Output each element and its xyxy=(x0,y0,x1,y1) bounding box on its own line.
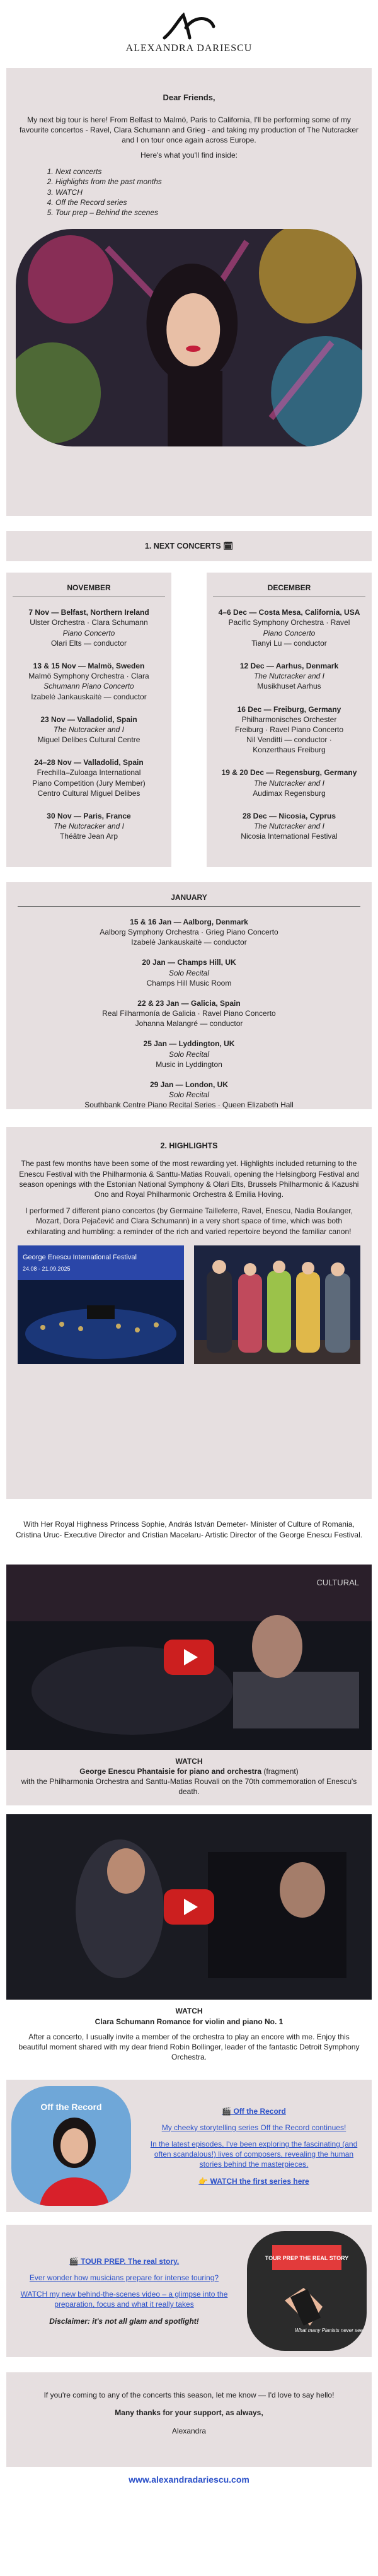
event-date: 25 Jan — Lyddington, UK xyxy=(143,1039,235,1049)
event-line: The Nutcracker and I xyxy=(253,672,325,681)
month-title: NOVEMBER xyxy=(13,583,165,597)
event-line: Schumann Piano Concerto xyxy=(43,682,134,691)
highlights-paragraph: The past few months have been some of the most rewarding yet. Highlights included returning to the Enescu Festival with the Philharmonia & Santtu-Matias Rouvali, opening the Helsingborg Festival and season openings with the Estonian National Symphony & Olari Elts, Brussels Philharmonic & Kazushi Ono and Royal Philharmonic Orchestra & Emilia Hoving. xyxy=(19,1159,359,1199)
event-line: Ulster Orchestra · Clara Schumann xyxy=(30,618,148,627)
photo-caption: With Her Royal Highness Princess Sophie, András István Demeter- Minister of Culture of Romania, Cristina Uruc- Executive Director and Cristian Macelaru- Artistic Director of the George Enescu Festival. xyxy=(15,1520,363,1539)
event-date: 7 Nov — Belfast, Northern Ireland xyxy=(28,608,149,617)
festival-banner-text: George Enescu International Festival xyxy=(23,1253,137,1261)
tour-prep-disclaimer: Disclaimer: it's not all glam and spotlight! xyxy=(49,2316,199,2326)
event-line: The Nutcracker and I xyxy=(53,725,125,734)
concerts-heading: 1. NEXT CONCERTS 🗓 xyxy=(6,531,372,561)
highlights-paragraph: I performed 7 different piano concertos (by Germaine Tailleferre, Ravel, Enescu, Nadia Boulanger, Mozart, Dora Pejačević and Clara Schumann) in a very short space of time, which was both exhilarating and humbling: a reminder of the rich and varied repertoire beyond the familiar canon! xyxy=(25,1206,353,1236)
event-date: 24–28 Nov — Valladolid, Spain xyxy=(34,758,144,767)
toc-item[interactable]: 2. Highlights from the past months xyxy=(55,177,359,187)
december-column xyxy=(207,573,372,867)
event-line: Music in Lyddington xyxy=(156,1059,222,1069)
event-date: 19 & 20 Dec — Regensburg, Germany xyxy=(221,768,357,778)
youtube-play-button[interactable] xyxy=(164,1640,214,1675)
event-line: Malmö Symphony Orchestra · Clara xyxy=(28,672,149,681)
event-item xyxy=(18,1080,360,1110)
highlights-heading: 2. HIGHLIGHTS xyxy=(160,1141,218,1150)
event-date: 20 Jan — Champs Hill, UK xyxy=(142,958,236,967)
event-line: Southbank Centre Piano Recital Series · Queen Elizabeth Hall xyxy=(84,1100,294,1110)
event-date: 22 & 23 Jan — Galicia, Spain xyxy=(137,998,241,1008)
toc-item[interactable]: 1. Next concerts xyxy=(55,166,359,177)
toc-item[interactable]: 4. Off the Record series xyxy=(55,197,359,207)
video-title: George Enescu Phantaisie for piano and orchestra xyxy=(79,1766,262,1776)
tour-prep-thumbnail[interactable] xyxy=(247,2231,367,2351)
event-line: The Nutcracker and I xyxy=(253,822,325,831)
event-item xyxy=(13,811,165,842)
event-line: Solo Recital xyxy=(168,1090,210,1100)
intro-paragraph: My next big tour is here! From Belfast to Malmö, Paris to California, I'll be performing some of my favourite concertos - Ravel, Clara Schumann and Grieg - and taking my production of The Nutcracker and I on tour once again across Europe. xyxy=(19,115,359,144)
tour-prep-line[interactable]: Ever wonder how musicians prepare for intense touring? xyxy=(29,2273,219,2282)
broadcaster-mark: CULTURAL xyxy=(316,1577,359,1587)
event-line: Miguel Delibes Cultural Centre xyxy=(37,735,140,745)
festival-stage-photo xyxy=(18,1245,184,1364)
event-item xyxy=(213,767,365,798)
off-the-record-thumbnail[interactable] xyxy=(11,2086,131,2206)
event-line: Musikhuset Aarhus xyxy=(257,682,321,691)
event-date: 16 Dec — Freiburg, Germany xyxy=(237,704,341,714)
watch-series-link[interactable]: 👉 WATCH the first series here xyxy=(198,2176,309,2186)
month-title: JANUARY xyxy=(18,892,360,907)
event-line: Nicosia International Festival xyxy=(241,832,338,841)
event-item xyxy=(213,704,365,755)
video-1-thumbnail[interactable] xyxy=(6,1565,372,1750)
event-line: Piano Concerto xyxy=(263,628,316,638)
event-item xyxy=(18,998,360,1029)
youtube-play-button[interactable] xyxy=(164,1889,214,1925)
off-the-record-line[interactable]: My cheeky storytelling series Off the Record continues! xyxy=(161,2123,346,2132)
event-date: 23 Nov — Valladolid, Spain xyxy=(40,714,137,724)
video-title: Clara Schumann Romance for violin and piano No. 1 xyxy=(94,2017,284,2026)
event-line: Real Filharmonía de Galicia · Ravel Piano Concerto xyxy=(102,1009,276,1018)
tour-prep-title[interactable]: 🎬 TOUR PREP. The real story. xyxy=(69,2256,180,2266)
event-line: Johanna Malangré — conductor xyxy=(135,1019,243,1029)
table-of-contents xyxy=(55,166,359,218)
outro-section xyxy=(6,2372,372,2467)
off-the-record-section xyxy=(6,2080,372,2212)
event-line: The Nutcracker and I xyxy=(53,822,125,831)
toc-item[interactable]: 5. Tour prep – Behind the scenes xyxy=(55,207,359,218)
event-line: Théâtre Jean Arp xyxy=(59,832,118,841)
off-the-record-line[interactable]: In the latest episodes, I've been exploring the fascinating (and often scandalous!) lives of composers, revealing the human stories behind the masterpieces. xyxy=(150,2140,358,2169)
intro-section xyxy=(6,68,372,516)
event-line: The Nutcracker and I xyxy=(253,778,325,788)
event-line: Solo Recital xyxy=(168,1049,210,1059)
event-line: Piano Competition (Jury Member) xyxy=(32,778,146,788)
watch-label: WATCH xyxy=(175,1756,203,1766)
greeting: Dear Friends, xyxy=(163,93,215,102)
event-date: 29 Jan — London, UK xyxy=(149,1080,228,1089)
event-line: Audimax Regensburg xyxy=(253,788,326,798)
video-description: After a concerto, I usually invite a member of the orchestra to play an encore with me. Enjoy this beautiful moment shared with my dear friend Robin Bollinger, leader of the fantastic Detroit Symphony Orchestra. xyxy=(18,2032,360,2062)
tour-prep-link[interactable]: WATCH my new behind-the-scenes video – a glimpse into the preparation, focus and what it really takes xyxy=(20,2290,228,2309)
event-line: Konzerthaus Freiburg xyxy=(253,745,326,755)
event-date: 13 & 15 Nov — Malmö, Sweden xyxy=(33,661,145,670)
event-line: Freiburg · Ravel Piano Concerto xyxy=(234,725,344,734)
signature: Alexandra xyxy=(171,2426,207,2435)
tour-prep-thumb-note: What many Pianists never see xyxy=(294,2328,364,2334)
video-1-section xyxy=(6,1565,372,1806)
festival-banner-dates: 24.08 - 21.09.2025 xyxy=(23,1265,71,1272)
event-item xyxy=(18,957,360,988)
event-item xyxy=(213,607,365,648)
event-line: Nil Venditti — conductor · xyxy=(246,735,332,745)
group-photo xyxy=(194,1245,360,1364)
event-item xyxy=(13,757,165,798)
event-line: Izabelė Jankauskaitė — conductor xyxy=(131,938,247,947)
event-line: Philharmonisches Orchester xyxy=(241,714,337,724)
event-item xyxy=(18,1039,360,1069)
event-item xyxy=(213,661,365,692)
tour-prep-thumb-title: TOUR PREP THE REAL STORY xyxy=(265,2255,349,2262)
event-line: Pacific Symphony Orchestra · Ravel xyxy=(228,618,350,627)
event-date: 15 & 16 Jan — Aalborg, Denmark xyxy=(130,917,248,926)
event-line: Aalborg Symphony Orchestra · Grieg Piano Concerto xyxy=(100,927,278,936)
event-line: Centro Cultural Miguel Delibes xyxy=(37,788,140,798)
month-title: DECEMBER xyxy=(213,583,365,597)
brand-name: ALEXANDRA DARIESCU xyxy=(125,43,253,54)
hero-portrait-image xyxy=(16,229,362,446)
event-line: Piano Concerto xyxy=(62,628,115,638)
video-note: (fragment) xyxy=(263,1766,299,1776)
off-the-record-title[interactable]: 🎬 Off the Record xyxy=(222,2106,286,2116)
toc-lead: Here's what you'll find inside: xyxy=(140,151,238,160)
toc-item[interactable]: 3. WATCH xyxy=(55,187,359,197)
off-the-record-thumb-text: Off the Record xyxy=(40,2102,102,2113)
header xyxy=(6,0,372,68)
january-column xyxy=(6,882,372,1109)
event-line: Olari Elts — conductor xyxy=(50,638,127,648)
event-item xyxy=(13,714,165,745)
website-link[interactable]: www.alexandradariescu.com xyxy=(129,2474,249,2485)
video-2-thumbnail[interactable] xyxy=(6,1814,372,2000)
event-date: 28 Dec — Nicosia, Cyprus xyxy=(242,812,336,820)
tour-prep-section xyxy=(6,2225,372,2357)
thanks-line: Many thanks for your support, as always, xyxy=(115,2408,263,2418)
event-item xyxy=(213,811,365,842)
event-line: Solo Recital xyxy=(168,968,210,977)
highlights-section xyxy=(6,1127,372,1499)
video-description: with the Philharmonia Orchestra and Santtu-Matias Rouvali on the 70th commemoration of Enescu's death. xyxy=(21,1776,357,1797)
event-line: Tianyi Lu — conductor xyxy=(251,638,327,648)
event-item xyxy=(13,661,165,702)
event-item xyxy=(13,607,165,648)
event-date: 30 Nov — Paris, France xyxy=(47,812,131,820)
event-item xyxy=(18,917,360,948)
watch-label: WATCH xyxy=(175,2007,203,2016)
logo-icon[interactable] xyxy=(161,13,217,40)
event-date: 4–6 Dec — Costa Mesa, California, USA xyxy=(218,608,360,617)
outro-paragraph: If you're coming to any of the concerts this season, let me know — I'd love to say hello! xyxy=(43,2391,335,2400)
november-column xyxy=(6,573,171,867)
event-line: Frechilla–Zuloaga International xyxy=(37,768,141,778)
event-line: Izabelė Jankauskaitė — conductor xyxy=(31,692,147,701)
event-line: Champs Hill Music Room xyxy=(146,978,232,988)
event-date: 12 Dec — Aarhus, Denmark xyxy=(239,661,339,670)
